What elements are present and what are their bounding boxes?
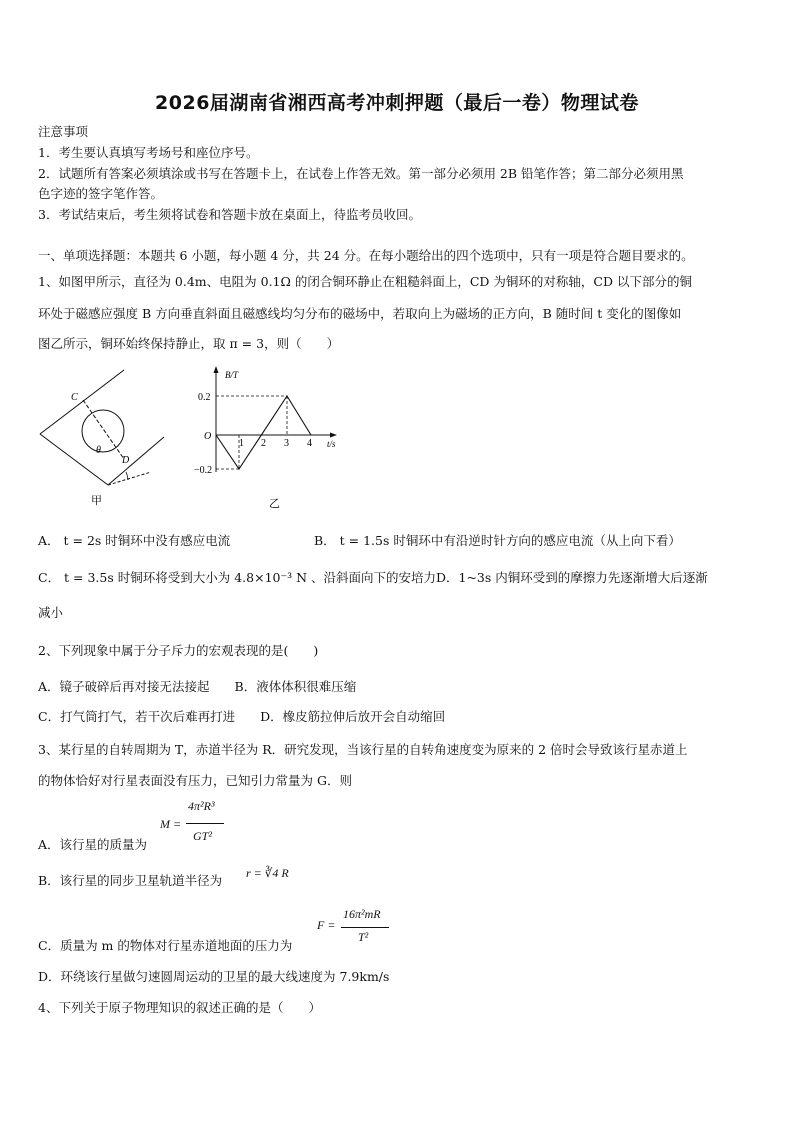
q1-stem-line-1: 1、如图甲所示，直径为 0.4m、电阻为 0.1Ω 的闭合铜环静止在粗糙斜面上，CD 为铜环的对称轴，CD 以下部分的铜: [38, 274, 692, 289]
label-d: D: [122, 455, 130, 466]
label-theta: θ: [96, 445, 101, 456]
q3-stem-line-1: 3、某行星的自转周期为 T，赤道半径为 R．研究发现，当该行星的自转角速度变为原来的 2 倍时会导致该行星赤道上: [38, 742, 688, 757]
x-axis-label: t/s: [327, 439, 336, 449]
x-tick-4: 4: [307, 438, 312, 449]
figure-jia: [36, 364, 176, 514]
origin-label: O: [204, 431, 212, 442]
q3-formula-c-lhs: F =: [317, 918, 336, 932]
q3-option-d: D．环绕该行星做匀速圆周运动的卫星的最大线速度为 7.9km/s: [38, 969, 390, 984]
q3-formula-a-numerator: 4π²R³: [188, 799, 215, 813]
figure-jia-caption: 甲: [91, 495, 102, 507]
figure-yi-caption: 乙: [269, 498, 280, 510]
q1-option-c-d: C． t = 3.5s 时铜环将受到大小为 4.8×10⁻³ N 、沿斜面向下的安培力D．1~3s 内铜环受到的摩擦力先逐渐增大后逐渐: [38, 570, 708, 585]
copper-ring: [82, 410, 124, 452]
q2-options-ab: A．镜子破碎后再对接无法接起 B．液体体积很难压缩: [38, 679, 357, 694]
q3-option-c: C．质量为 m 的物体对行星赤道地面的压力为: [38, 938, 293, 953]
b-t-curve: [216, 396, 311, 469]
q3-formula-c-denominator: T²: [358, 930, 369, 944]
notes-heading: 注意事项: [38, 124, 89, 139]
q1-stem-line-3: 图乙所示，铜环始终保持静止，取 π = 3，则（ ）: [38, 336, 340, 351]
q1-stem-line-2: 环处于磁感应强度 B 方向垂直斜面且磁感线均匀分布的磁场中，若取向上为磁场的正方向，B 随时间 t 变化的图像如: [38, 306, 682, 321]
q3-formula-b: r = ∛4 R: [246, 866, 289, 880]
x-tick-1: 1: [239, 438, 244, 449]
note-1: 1．考生要认真填写考场号和座位序号。: [38, 145, 259, 160]
cd-axis: [83, 400, 124, 459]
figure-yi-graph: [194, 362, 354, 514]
q1-option-b: B． t = 1.5s 时铜环中有沿逆时针方向的感应电流（从上向下看）: [314, 533, 681, 548]
q3-stem-line-2: 的物体恰好对行星表面没有压力，已知引力常量为 G．则: [38, 773, 352, 788]
y-axis-arrow: [214, 366, 219, 373]
note-2-line-2: 色字迹的签字笔作答。: [38, 186, 164, 201]
q3-formula-a-fraction-bar: [186, 823, 224, 824]
y-tick-neg: −0.2: [194, 465, 213, 476]
q3-formula-c-fraction-bar: [341, 927, 389, 928]
q3-option-b: B．该行星的同步卫星轨道半径为: [38, 873, 223, 888]
q3-formula-a-lhs: M =: [160, 817, 182, 831]
q1-option-d-cont: 减小: [38, 605, 64, 620]
incline-bottom-edge: [108, 437, 164, 485]
page-title: 2026届湖南省湘西高考冲刺押题（最后一卷）物理试卷: [155, 92, 639, 114]
y-axis-label: B/T: [225, 370, 239, 380]
q3-formula-a-denominator: GT²: [193, 829, 212, 843]
x-axis-arrow: [330, 433, 337, 438]
section-heading: 一、单项选择题：本题共 6 小题，每小题 4 分，共 24 分。在每小题给出的四个选项中，只有一项是符合题目要求的。: [38, 248, 694, 263]
x-tick-2: 2: [261, 438, 266, 449]
q2-options-cd: C．打气筒打气，若干次后难再打进 D．橡皮筋拉伸后放开会自动缩回: [38, 709, 446, 724]
note-2-line-1: 2．试题所有答案必须填涂或书写在答题卡上，在试卷上作答无效。第一部分必须用 2B 铅笔作答；第二部分必须用黑: [38, 166, 684, 181]
q4-stem: 4、下列关于原子物理知识的叙述正确的是（ ）: [38, 1000, 321, 1015]
q2-stem: 2、下列现象中属于分子斥力的宏观表现的是( ): [38, 643, 319, 658]
q3-option-a: A．该行星的质量为: [38, 837, 148, 852]
q1-option-a: A． t = 2s 时铜环中没有感应电流: [38, 533, 231, 548]
angle-arc: [126, 472, 128, 480]
x-tick-3: 3: [284, 438, 289, 449]
label-c: C: [71, 392, 78, 403]
incline-left-edge: [40, 434, 108, 485]
note-3: 3．考试结束后，考生须将试卷和答题卡放在桌面上，待监考员收回。: [38, 207, 421, 222]
horizontal-dashed-line: [108, 472, 151, 485]
y-tick-pos: 0.2: [198, 392, 211, 403]
q3-formula-c-numerator: 16π²mR: [343, 907, 381, 921]
incline-top-edge: [40, 370, 124, 434]
